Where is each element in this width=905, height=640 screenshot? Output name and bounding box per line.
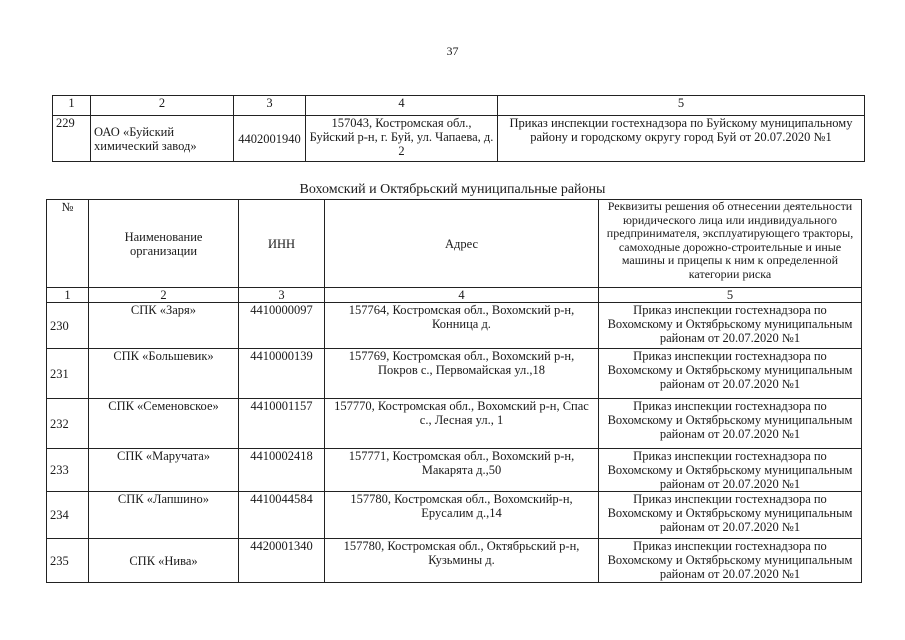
row-number: 233 xyxy=(47,449,89,492)
table-row xyxy=(47,349,862,399)
row-number: 232 xyxy=(47,399,89,449)
order-details: Приказ инспекции гостехнадзора по Вохомскому и Октябрьскому муниципальным районам от 20.07.2020 №1 xyxy=(599,449,862,492)
header-row xyxy=(47,200,862,288)
address: 157764, Костромская обл., Вохомский р-н, Конница д. xyxy=(325,303,599,349)
table-row xyxy=(47,449,862,492)
order-details: Приказ инспекции гостехнадзора по Буйскому муниципальному району и городскому округу город Буй от 20.07.2020 №1 xyxy=(498,116,865,162)
address: 157780, Костромская обл., Вохомскийр-н, Ерусалим д.,14 xyxy=(325,492,599,539)
col-number: 3 xyxy=(239,288,325,303)
table-row xyxy=(47,492,862,539)
col-number: 5 xyxy=(599,288,862,303)
org-name: СПК «Семеновское» xyxy=(89,399,239,449)
address: 157769, Костромская обл., Вохомский р-н, Покров с., Первомайская ул.,18 xyxy=(325,349,599,399)
header-inn: ИНН xyxy=(239,200,325,288)
row-number: 230 xyxy=(47,303,89,349)
inn: 4410000097 xyxy=(239,303,325,349)
col-number: 4 xyxy=(306,96,498,116)
row-number: 231 xyxy=(47,349,89,399)
col-number: 4 xyxy=(325,288,599,303)
inn: 4420001340 xyxy=(239,539,325,583)
header-org: Наименование организации xyxy=(89,200,239,288)
col-number: 2 xyxy=(91,96,234,116)
header-address: Адрес xyxy=(325,200,599,288)
header-details: Реквизиты решения об отнесении деятельности юридического лица или индивидуального предпринимателя, эксплуатирующего тракторы, самоходные дорожно-строительные и иные машины и прицепы к ним к определенной категории риска xyxy=(599,200,862,288)
address: 157770, Костромская обл., Вохомский р-н, Спас с., Лесная ул., 1 xyxy=(325,399,599,449)
order-details: Приказ инспекции гостехнадзора по Вохомскому и Октябрьскому муниципальным районам от 20.07.2020 №1 xyxy=(599,303,862,349)
row-number: 234 xyxy=(47,492,89,539)
col-number: 5 xyxy=(498,96,865,116)
order-details: Приказ инспекции гостехнадзора по Вохомскому и Октябрьскому муниципальным районам от 20.07.2020 №1 xyxy=(599,539,862,583)
col-number: 2 xyxy=(89,288,239,303)
order-details: Приказ инспекции гостехнадзора по Вохомскому и Октябрьскому муниципальным районам от 20.07.2020 №1 xyxy=(599,349,862,399)
section-title: Вохомский и Октябрьский муниципальные районы xyxy=(299,182,606,197)
top-table xyxy=(52,95,865,162)
row-number: 235 xyxy=(47,539,89,583)
order-details: Приказ инспекции гостехнадзора по Вохомскому и Октябрьскому муниципальным районам от 20.07.2020 №1 xyxy=(599,399,862,449)
org-name: СПК «Большевик» xyxy=(89,349,239,399)
table-row xyxy=(47,303,862,349)
org-name: СПК «Маручата» xyxy=(89,449,239,492)
table-row xyxy=(47,399,862,449)
inn: 4410001157 xyxy=(239,399,325,449)
org-name: СПК «Лапшино» xyxy=(89,492,239,539)
inn: 4410000139 xyxy=(239,349,325,399)
org-name: СПК «Заря» xyxy=(89,303,239,349)
org-name: СПК «Нива» xyxy=(89,539,239,583)
col-number: 1 xyxy=(53,96,91,116)
address: 157780, Костромская обл., Октябрьский р-н, Кузьмины д. xyxy=(325,539,599,583)
page-number: 37 xyxy=(446,44,459,58)
inn: 4410044584 xyxy=(239,492,325,539)
order-details: Приказ инспекции гостехнадзора по Вохомскому и Октябрьскому муниципальным районам от 20.07.2020 №1 xyxy=(599,492,862,539)
main-table xyxy=(46,199,862,583)
table-row xyxy=(53,116,865,162)
col-number: 3 xyxy=(234,96,306,116)
row-number: 229 xyxy=(53,116,91,162)
col-number: 1 xyxy=(47,288,89,303)
address: 157771, Костромская обл., Вохомский р-н, Макарята д.,50 xyxy=(325,449,599,492)
table-row xyxy=(47,539,862,583)
col-number-row xyxy=(47,288,862,303)
header-num: № xyxy=(47,200,89,288)
inn: 4402001940 xyxy=(234,116,306,162)
org-name: ОАО «Буйский химический завод» xyxy=(91,116,234,162)
inn: 4410002418 xyxy=(239,449,325,492)
address: 157043, Костромская обл., Буйский р-н, г. Буй, ул. Чапаева, д. 2 xyxy=(306,116,498,162)
col-number-row xyxy=(53,96,865,116)
